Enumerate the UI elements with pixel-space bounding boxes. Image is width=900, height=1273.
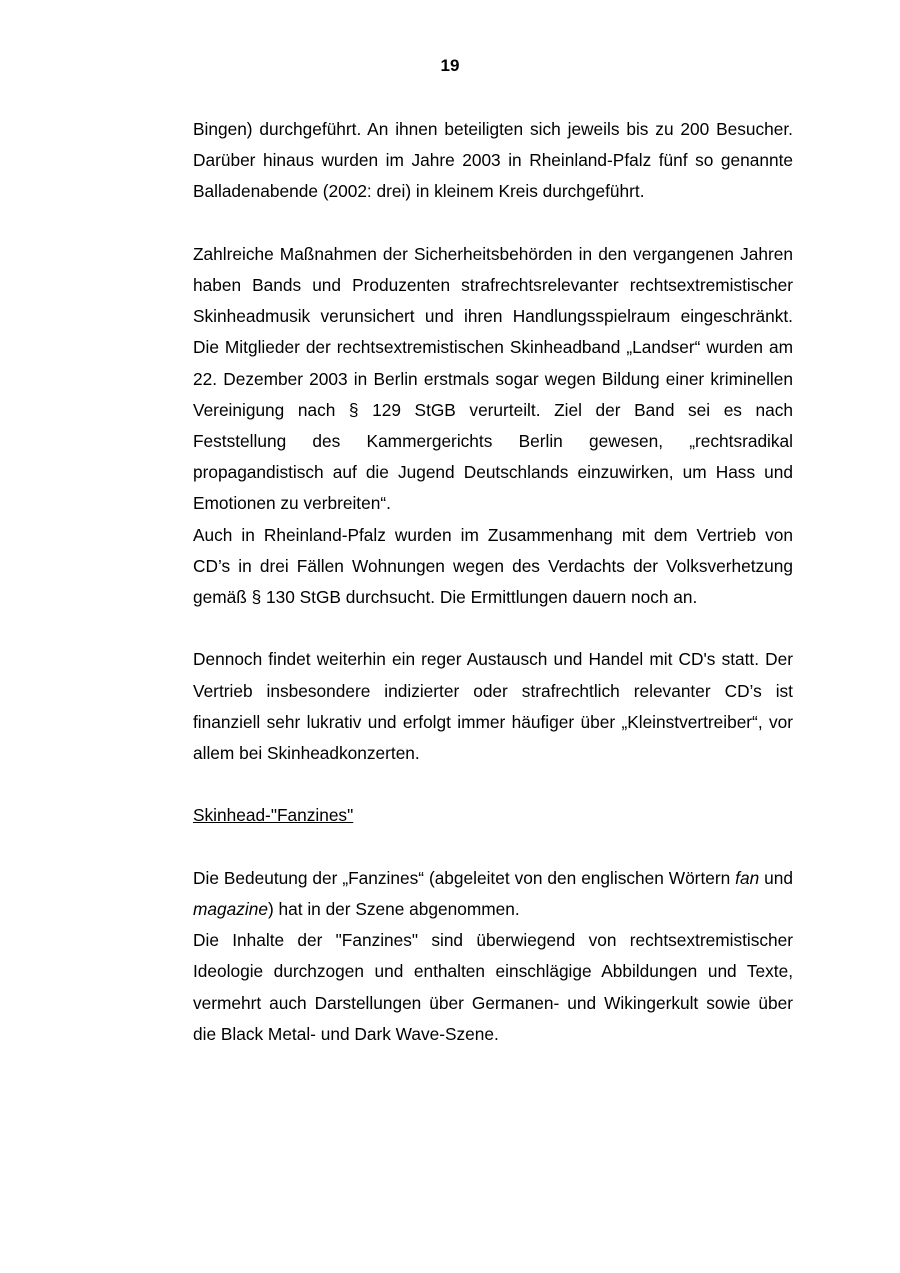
term-magazine: magazine [193,899,268,920]
paragraph-spacer [193,613,793,644]
term-fan: fan [735,867,760,888]
paragraph-cd-handel: Dennoch findet weiterhin ein reger Austausch und Handel mit CD's statt. Der Vertrieb insbesondere indizierter oder strafrechtlich relevanter CD’s ist finanziell sehr lukrativ und erfolgt immer häufiger über „Kleinstvertreiber“, vor allem bei Skinheadkonzerten. [193,649,793,764]
text-segment: Die Bedeutung der „Fanzines“ (abgeleitet von den englischen Wörtern [193,867,736,888]
text-segment: ) hat in der Szene abgenommen. [267,899,520,920]
paragraph-spacer [193,208,793,239]
page-number: 19 [440,56,460,75]
document-body [193,114,793,1050]
paragraph-landser-verurteilung: Zahlreiche Maßnahmen der Sicherheitsbehörden in den vergangenen Jahren haben Bands und Produzenten strafrechtsrelevanter rechtsextremistischer Skinheadmusik verunsichert und ihren Handlungsspielraum eingeschränkt. Die Mitglieder der rechtsextremistischen Skinheadband „Landser“ wurden am 22. Dezember 2003 in Berlin erstmals sogar wegen Bildung einer kriminellen Vereinigung nach § 129 StGB verurteilt. Ziel der Band sei es nach Feststellung des Kammergerichts Berlin gewesen, „rechtsradikal propagandistisch auf die Jugend Deutschlands einzuwirken, um Hass und Emotionen zu verbreiten“. [193,243,793,514]
paragraph-balladenabende: Bingen) durchgeführt. An ihnen beteiligten sich jeweils bis zu 200 Besucher. Darüber hinaus wurden im Jahre 2003 in Rheinland-Pfalz fünf so genannte Balladenabende (2002: drei) in kleinem Kreis durchgeführt. [193,119,793,202]
paragraph-durchsuchungen: Auch in Rheinland-Pfalz wurden im Zusammenhang mit dem Vertrieb von CD’s in drei Fällen Wohnungen wegen des Verdachts der Volksverhetzung gemäß § 130 StGB durchsucht. Die Ermittlungen dauern noch an. [193,524,793,608]
paragraph-spacer [193,832,793,863]
section-heading-fanzines: Skinhead-"Fanzines" [193,805,354,826]
paragraph-fanzines-inhalte: Die Inhalte der "Fanzines" sind überwiegend von rechtsextremistischer Ideologie durchzogen und enthalten einschlägige Abbildungen und Texte, vermehrt auch Darstellungen über Germanen- und Wikingerkult sowie über die Black Metal- und Dark Wave-Szene. [193,930,793,1044]
paragraph-spacer [193,769,793,800]
paragraph-fanzines-bedeutung [193,863,793,925]
text-segment: und [759,867,793,888]
